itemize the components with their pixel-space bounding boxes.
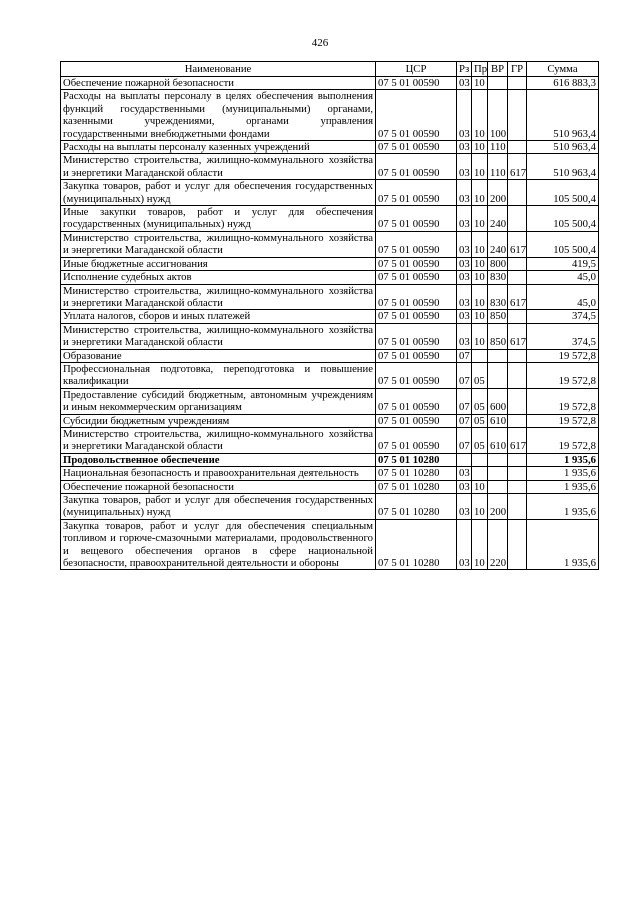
cell-sum: 374,5	[527, 310, 599, 323]
cell-sum: 616 883,3	[527, 77, 599, 90]
cell-name: Обеспечение пожарной безопасности	[61, 77, 376, 90]
cell-vr: 110	[488, 154, 508, 180]
cell-csr: 07 5 01 10280	[376, 519, 457, 570]
cell-name: Уплата налогов, сборов и иных платежей	[61, 310, 376, 323]
cell-gr: 617	[508, 427, 527, 453]
cell-pr: 10	[472, 519, 488, 570]
table-row	[61, 231, 599, 257]
cell-rz: 03	[457, 494, 472, 520]
table-row	[61, 141, 599, 154]
cell-csr: 07 5 01 00590	[376, 206, 457, 232]
table-row	[61, 519, 599, 570]
cell-gr	[508, 362, 527, 388]
cell-pr	[472, 453, 488, 466]
table-row	[61, 453, 599, 466]
cell-gr	[508, 414, 527, 427]
header-gr: ГР	[508, 62, 527, 77]
cell-gr	[508, 480, 527, 493]
cell-sum: 19 572,8	[527, 362, 599, 388]
cell-name: Образование	[61, 349, 376, 362]
cell-pr: 10	[472, 206, 488, 232]
cell-sum: 105 500,4	[527, 231, 599, 257]
cell-csr: 07 5 01 00590	[376, 180, 457, 206]
cell-sum: 374,5	[527, 323, 599, 349]
header-pr: Пр	[472, 62, 488, 77]
cell-sum: 510 963,4	[527, 154, 599, 180]
cell-csr: 07 5 01 00590	[376, 388, 457, 414]
table-row	[61, 90, 599, 141]
cell-vr: 200	[488, 494, 508, 520]
cell-csr: 07 5 01 00590	[376, 77, 457, 90]
header-rz: Рз	[457, 62, 472, 77]
cell-vr: 240	[488, 206, 508, 232]
cell-sum: 510 963,4	[527, 141, 599, 154]
cell-gr	[508, 388, 527, 414]
cell-name: Продовольственное обеспечение	[61, 453, 376, 466]
cell-name: Субсидии бюджетным учреждениям	[61, 414, 376, 427]
cell-name: Закупка товаров, работ и услуг для обеспечения специальным топливом и горюче-смазочными материалами, продовольственного и вещевого обеспечения органов в сфере национальной безопасности, правоохранительной деятельности и обороны	[61, 519, 376, 570]
table-row	[61, 310, 599, 323]
cell-pr: 10	[472, 77, 488, 90]
table-row	[61, 271, 599, 284]
cell-csr: 07 5 01 00590	[376, 362, 457, 388]
cell-gr: 617	[508, 231, 527, 257]
table-row	[61, 180, 599, 206]
cell-name: Иные бюджетные ассигнования	[61, 257, 376, 270]
cell-csr: 07 5 01 00590	[376, 90, 457, 141]
table-row	[61, 467, 599, 480]
cell-csr: 07 5 01 00590	[376, 271, 457, 284]
cell-name: Исполнение судебных актов	[61, 271, 376, 284]
cell-name: Министерство строительства, жилищно-коммунального хозяйства и энергетики Магаданской области	[61, 323, 376, 349]
cell-vr: 600	[488, 388, 508, 414]
cell-name: Закупка товаров, работ и услуг для обеспечения государственных (муниципальных) нужд	[61, 494, 376, 520]
cell-csr: 07 5 01 10280	[376, 494, 457, 520]
cell-gr: 617	[508, 323, 527, 349]
header-name: Наименование	[61, 62, 376, 77]
cell-csr: 07 5 01 00590	[376, 141, 457, 154]
cell-sum: 419,5	[527, 257, 599, 270]
cell-rz: 03	[457, 284, 472, 310]
cell-vr: 100	[488, 90, 508, 141]
cell-vr: 240	[488, 231, 508, 257]
cell-sum: 1 935,6	[527, 494, 599, 520]
cell-vr: 830	[488, 284, 508, 310]
budget-table	[60, 61, 599, 570]
cell-vr	[488, 480, 508, 493]
cell-vr: 220	[488, 519, 508, 570]
cell-rz: 03	[457, 77, 472, 90]
cell-gr	[508, 141, 527, 154]
cell-sum: 19 572,8	[527, 349, 599, 362]
cell-csr: 07 5 01 10280	[376, 480, 457, 493]
cell-name: Министерство строительства, жилищно-коммунального хозяйства и энергетики Магаданской области	[61, 154, 376, 180]
cell-csr: 07 5 01 00590	[376, 349, 457, 362]
cell-rz: 03	[457, 480, 472, 493]
table-row	[61, 349, 599, 362]
cell-csr: 07 5 01 00590	[376, 323, 457, 349]
cell-pr: 10	[472, 257, 488, 270]
cell-sum: 105 500,4	[527, 180, 599, 206]
cell-vr	[488, 77, 508, 90]
cell-sum: 1 935,6	[527, 480, 599, 493]
cell-gr	[508, 206, 527, 232]
cell-rz: 03	[457, 257, 472, 270]
cell-name: Закупка товаров, работ и услуг для обеспечения государственных (муниципальных) нужд	[61, 180, 376, 206]
cell-name: Министерство строительства, жилищно-коммунального хозяйства и энергетики Магаданской области	[61, 427, 376, 453]
cell-name: Предоставление субсидий бюджетным, автономным учреждениям и иным некоммерческим организациям	[61, 388, 376, 414]
table-row	[61, 362, 599, 388]
cell-vr: 610	[488, 427, 508, 453]
cell-name: Министерство строительства, жилищно-коммунального хозяйства и энергетики Магаданской области	[61, 284, 376, 310]
table-row	[61, 388, 599, 414]
table-body	[61, 77, 599, 570]
cell-vr: 850	[488, 310, 508, 323]
cell-gr	[508, 180, 527, 206]
cell-rz: 03	[457, 323, 472, 349]
cell-pr: 10	[472, 154, 488, 180]
cell-pr: 10	[472, 284, 488, 310]
cell-sum: 19 572,8	[527, 414, 599, 427]
cell-rz: 03	[457, 519, 472, 570]
cell-gr	[508, 310, 527, 323]
cell-rz: 03	[457, 206, 472, 232]
cell-csr: 07 5 01 10280	[376, 453, 457, 466]
table-row	[61, 414, 599, 427]
cell-name: Расходы на выплаты персоналу в целях обеспечения выполнения функций государственными (муниципальными) органами, казенными учреждениями, органами управления государственными внебюджетными фондами	[61, 90, 376, 141]
cell-gr	[508, 271, 527, 284]
cell-csr: 07 5 01 00590	[376, 414, 457, 427]
cell-pr: 10	[472, 480, 488, 493]
table-row	[61, 323, 599, 349]
cell-vr	[488, 362, 508, 388]
cell-csr: 07 5 01 00590	[376, 284, 457, 310]
cell-gr: 617	[508, 154, 527, 180]
cell-name: Национальная безопасность и правоохранительная деятельность	[61, 467, 376, 480]
table-header	[61, 62, 599, 77]
cell-rz: 03	[457, 154, 472, 180]
cell-gr	[508, 257, 527, 270]
table-row	[61, 284, 599, 310]
cell-vr	[488, 467, 508, 480]
cell-rz: 03	[457, 271, 472, 284]
cell-name: Министерство строительства, жилищно-коммунального хозяйства и энергетики Магаданской области	[61, 231, 376, 257]
cell-rz	[457, 453, 472, 466]
cell-sum: 19 572,8	[527, 388, 599, 414]
cell-pr: 05	[472, 362, 488, 388]
cell-name: Иные закупки товаров, работ и услуг для обеспечения государственных (муниципальных) нужд	[61, 206, 376, 232]
cell-gr	[508, 90, 527, 141]
cell-rz: 07	[457, 414, 472, 427]
cell-pr: 10	[472, 180, 488, 206]
cell-pr: 10	[472, 323, 488, 349]
cell-vr: 610	[488, 414, 508, 427]
cell-pr: 10	[472, 271, 488, 284]
cell-pr: 10	[472, 231, 488, 257]
cell-rz: 07	[457, 427, 472, 453]
cell-vr	[488, 349, 508, 362]
cell-rz: 03	[457, 180, 472, 206]
cell-rz: 03	[457, 231, 472, 257]
cell-csr: 07 5 01 00590	[376, 310, 457, 323]
cell-vr: 830	[488, 271, 508, 284]
cell-sum: 45,0	[527, 284, 599, 310]
table-row	[61, 154, 599, 180]
cell-gr	[508, 467, 527, 480]
cell-rz: 03	[457, 310, 472, 323]
table-row	[61, 77, 599, 90]
cell-gr	[508, 453, 527, 466]
cell-pr	[472, 349, 488, 362]
cell-csr: 07 5 01 00590	[376, 427, 457, 453]
cell-rz: 07	[457, 388, 472, 414]
cell-sum: 19 572,8	[527, 427, 599, 453]
table-row	[61, 206, 599, 232]
cell-rz: 07	[457, 362, 472, 388]
cell-pr: 05	[472, 388, 488, 414]
cell-pr: 10	[472, 494, 488, 520]
cell-vr: 200	[488, 180, 508, 206]
table-row	[61, 427, 599, 453]
cell-gr	[508, 349, 527, 362]
cell-vr: 110	[488, 141, 508, 154]
cell-gr	[508, 77, 527, 90]
cell-gr: 617	[508, 284, 527, 310]
page-number: 426	[311, 37, 329, 49]
cell-sum: 1 935,6	[527, 453, 599, 466]
cell-rz: 07	[457, 349, 472, 362]
cell-name: Профессиональная подготовка, переподготовка и повышение квалификации	[61, 362, 376, 388]
cell-vr: 800	[488, 257, 508, 270]
cell-sum: 45,0	[527, 271, 599, 284]
cell-vr: 850	[488, 323, 508, 349]
cell-pr: 10	[472, 141, 488, 154]
cell-pr: 05	[472, 427, 488, 453]
cell-csr: 07 5 01 00590	[376, 257, 457, 270]
cell-name: Обеспечение пожарной безопасности	[61, 480, 376, 493]
cell-csr: 07 5 01 00590	[376, 231, 457, 257]
cell-rz: 03	[457, 141, 472, 154]
cell-gr	[508, 519, 527, 570]
cell-pr: 05	[472, 414, 488, 427]
cell-csr: 07 5 01 00590	[376, 154, 457, 180]
cell-pr: 10	[472, 90, 488, 141]
cell-csr: 07 5 01 10280	[376, 467, 457, 480]
cell-name: Расходы на выплаты персоналу казенных учреждений	[61, 141, 376, 154]
header-row	[61, 62, 599, 77]
cell-pr: 10	[472, 310, 488, 323]
cell-sum: 510 963,4	[527, 90, 599, 141]
cell-sum: 105 500,4	[527, 206, 599, 232]
header-vr: ВР	[488, 62, 508, 77]
header-sum: Сумма	[527, 62, 599, 77]
cell-gr	[508, 494, 527, 520]
table-row	[61, 257, 599, 270]
cell-rz: 03	[457, 90, 472, 141]
cell-pr	[472, 467, 488, 480]
cell-rz: 03	[457, 467, 472, 480]
cell-sum: 1 935,6	[527, 519, 599, 570]
table-row	[61, 494, 599, 520]
header-csr: ЦСР	[376, 62, 457, 77]
table-row	[61, 480, 599, 493]
cell-vr	[488, 453, 508, 466]
cell-sum: 1 935,6	[527, 467, 599, 480]
